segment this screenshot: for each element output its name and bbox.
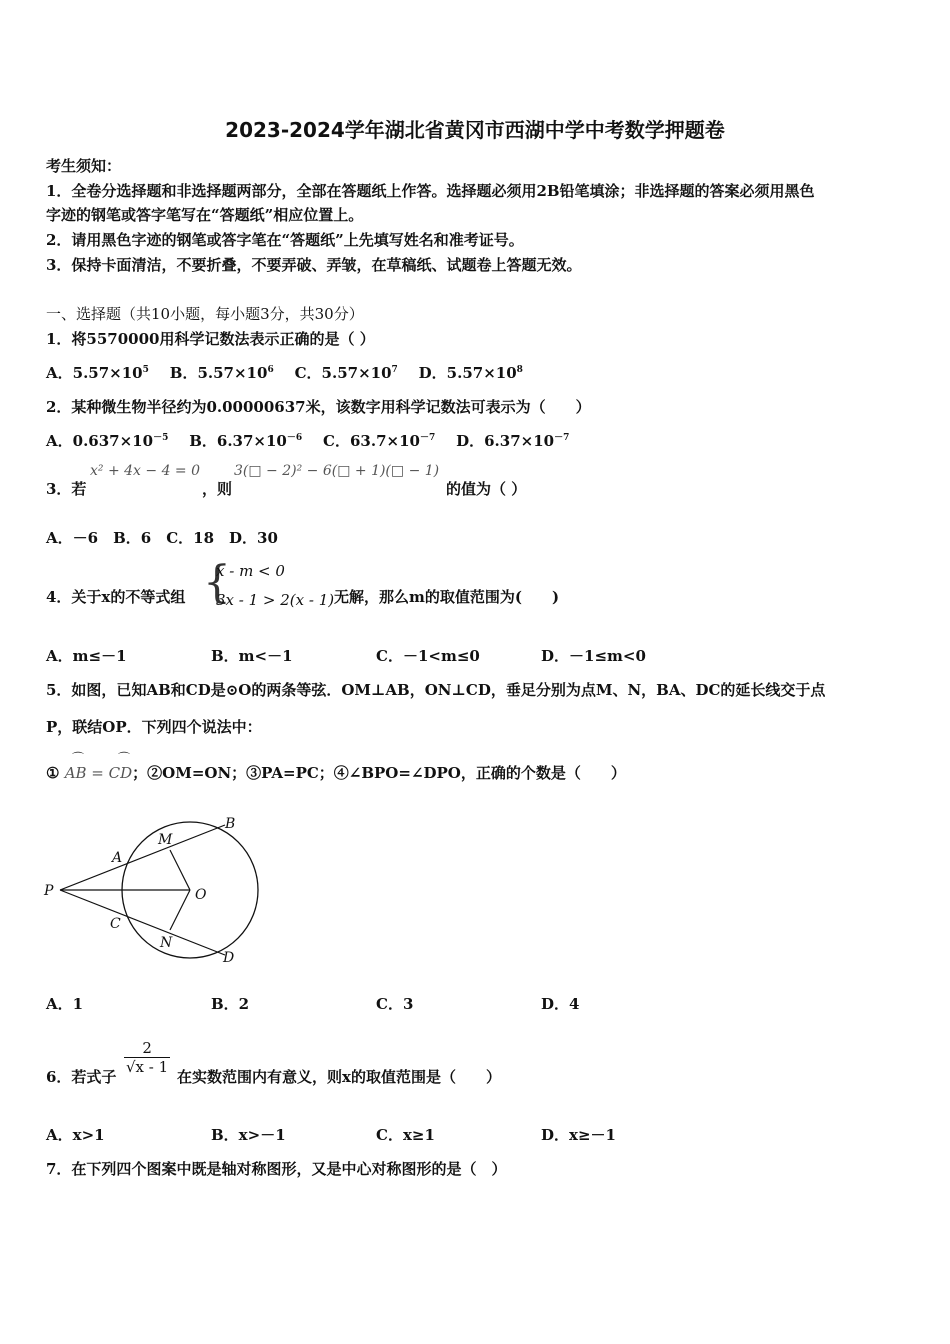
q4-line-1: x - m < 0 — [216, 562, 285, 580]
notice-item-3: 3．保持卡面清洁，不要折叠，不要弄破、弄皱，在草稿纸、试题卷上答题无效。 — [46, 256, 582, 274]
notice-item-1a: 1．全卷分选择题和非选择题两部分，全部在答题纸上作答。选择题必须用2B铅笔填涂；非选择题的答案必须用黑色 — [46, 182, 815, 200]
q3-prefix: 3．若 — [46, 480, 87, 498]
q1-option-a: A．$5.57\times 10^5$ — [46, 364, 149, 382]
segment-on — [170, 890, 190, 930]
q4-line-2: 3x - 1 > 2(x - 1) — [216, 591, 335, 609]
q4-option-c: C．－1<m≤0 — [376, 647, 480, 665]
q5-option-b: B．2 — [211, 995, 250, 1013]
label-d: D — [223, 950, 235, 966]
label-a: A — [112, 850, 123, 866]
q5-statement-1-marker: ① — [46, 764, 60, 782]
q4-suffix: 无解，那么m的取值范围为( ) — [334, 588, 560, 606]
q1-options — [46, 362, 523, 383]
q5-option-d: D．4 — [541, 995, 580, 1013]
q1-stem: 1．将5570000用科学记数法表示正确的是（ ） — [46, 330, 375, 348]
line-pb — [60, 825, 225, 890]
q1-option-c: C．$5.57\times 10^7$ — [294, 364, 398, 382]
page-title: 2023-2024学年湖北省黄冈市西湖中学中考数学押题卷 — [225, 118, 725, 142]
segment-om — [170, 850, 190, 890]
q5-statements — [46, 762, 626, 783]
q4-brace: { — [203, 557, 231, 608]
q5-arc-equation: AB = CD — [64, 764, 133, 782]
q6-numerator: 2 — [142, 1039, 152, 1057]
q3-mid: ，则 — [202, 480, 233, 498]
q5-statements-rest: ；②OM=ON；③PA=PC；④∠BPO=∠DPO，正确的个数是（ ） — [132, 764, 626, 782]
notice-item-2: 2．请用黑色字迹的钢笔或答字笔在“答题纸”上先填写姓名和准考证号。 — [46, 231, 524, 249]
q3-suffix: 的值为（ ） — [446, 480, 527, 498]
q2-option-a: A．$0.637\times 10^{-5}$ — [46, 432, 169, 450]
q5-option-a: A．1 — [46, 995, 84, 1013]
q6-option-b: B．x>－1 — [211, 1126, 286, 1144]
section-heading: 一、选择题（共10小题，每小题3分，共30分） — [46, 305, 364, 323]
q6-denominator: √x - 1 — [126, 1058, 169, 1076]
arc-mark-cd-icon: ⌒ — [118, 751, 131, 765]
q5-line-1: 5．如图，已知AB和CD是⊙O的两条等弦．OM⊥AB，ON⊥CD，垂足分别为点M、N，BA、DC的延长线交于点 — [46, 681, 826, 699]
q4-prefix: 4．关于x的不等式组 — [46, 588, 186, 606]
arc-mark-ab-icon: ⌒ — [72, 751, 85, 765]
notice-heading: 考生须知： — [46, 157, 122, 175]
q6-option-a: A．x>1 — [46, 1126, 105, 1144]
q7-stem: 7．在下列四个图案中既是轴对称图形，又是中心对称图形的是（ ） — [46, 1160, 507, 1178]
q3-options: A．－6 B．6 C．18 D．30 — [46, 529, 278, 547]
q3-equation: x² + 4x − 4 = 0 — [90, 463, 201, 479]
q5-line-2: P，联结OP．下列四个说法中： — [46, 718, 262, 736]
q1-option-d: D．$5.57\times 10^8$ — [418, 364, 523, 382]
q6-prefix: 6．若式子 — [46, 1068, 117, 1086]
q2-option-c: C．$63.7\times 10^{-7}$ — [323, 432, 436, 450]
q2-option-d: D．$6.37\times 10^{-7}$ — [456, 432, 570, 450]
label-m: M — [158, 832, 173, 848]
q5-option-c: C．3 — [376, 995, 414, 1013]
label-n: N — [160, 935, 173, 951]
q2-stem: 2．某种微生物半径约为0.00000637米，该数字用科学记数法可表示为（ ） — [46, 398, 591, 416]
q6-fraction — [124, 1039, 170, 1076]
q2-option-b: B．$6.37\times 10^{-6}$ — [189, 432, 303, 450]
q4-option-a: A．m≤－1 — [46, 647, 127, 665]
q3-expression: 3(□ − 2)² − 6(□ + 1)(□ − 1) — [234, 463, 440, 479]
q6-option-d: D．x≥－1 — [541, 1126, 616, 1144]
label-c: C — [110, 916, 121, 932]
notice-item-1b: 字迹的钢笔或答字笔写在“答题纸”相应位置上。 — [46, 206, 364, 224]
q6-option-c: C．x≥1 — [376, 1126, 435, 1144]
q6-suffix: 在实数范围内有意义，则x的取值范围是（ ） — [177, 1068, 501, 1086]
q4-option-d: D．－1≤m<0 — [541, 647, 646, 665]
q4-option-b: B．m<－1 — [211, 647, 293, 665]
q2-options — [46, 430, 569, 451]
q1-option-b: B．$5.57\times 10^6$ — [169, 364, 274, 382]
label-o: O — [195, 887, 207, 903]
label-b: B — [225, 816, 236, 832]
q5-circle-figure — [40, 810, 280, 970]
label-p: P — [44, 883, 54, 899]
